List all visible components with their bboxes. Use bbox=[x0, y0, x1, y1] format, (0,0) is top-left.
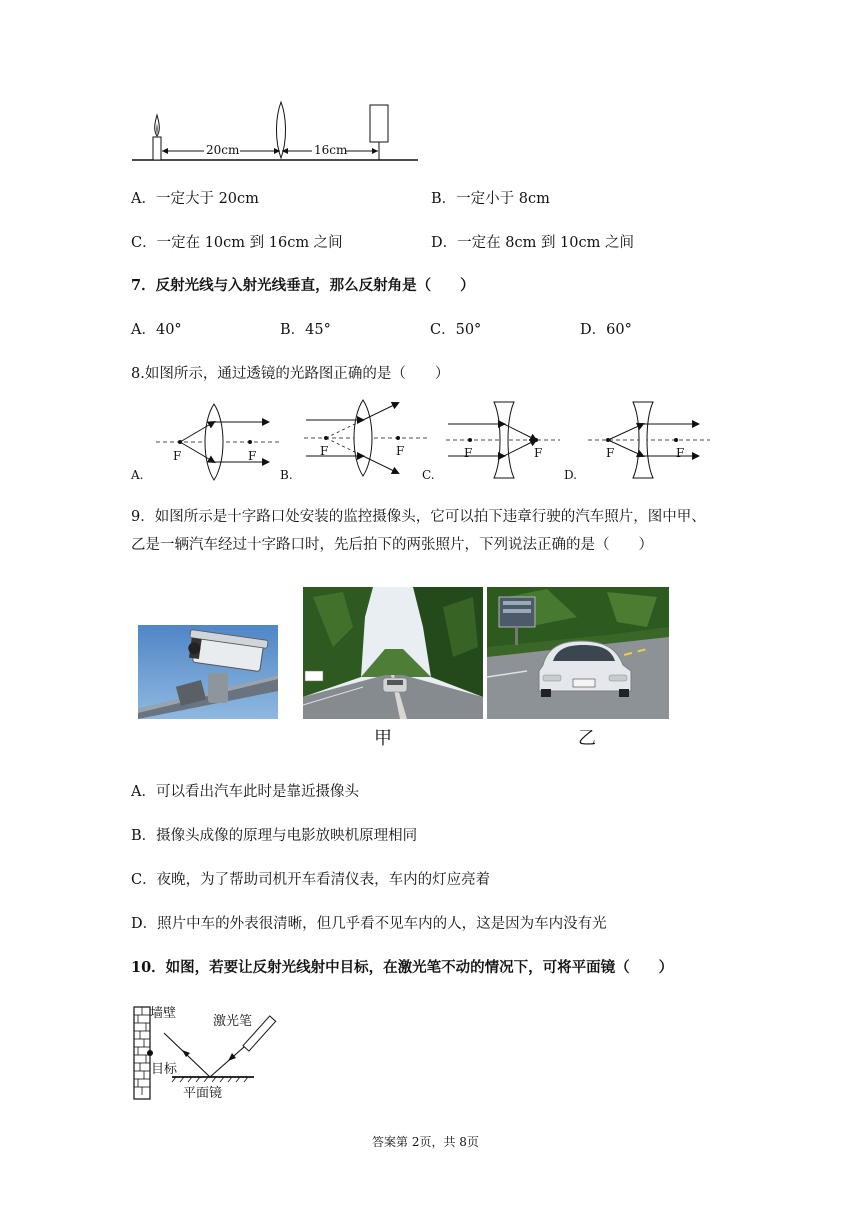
caption-yi: 乙 bbox=[578, 728, 596, 749]
q7-option-c: C．50° bbox=[430, 322, 482, 338]
caption-jia: 甲 bbox=[374, 728, 392, 749]
candle-lens-screen-figure bbox=[128, 100, 428, 170]
q9-stem-line1: 9．如图所示是十字路口处安装的监控摄像头，它可以拍下违章行驶的汽车照片，图中甲、 bbox=[131, 509, 706, 525]
focus-label: F bbox=[676, 446, 685, 460]
q9-option-b: B．摄像头成像的原理与电影放映机原理相同 bbox=[131, 828, 418, 844]
focus-label: F bbox=[464, 446, 473, 460]
focus-label: F bbox=[606, 446, 615, 460]
focus-label: F bbox=[396, 444, 405, 458]
q8-stem: 8.如图所示，通过透镜的光路图正确的是（ ） bbox=[131, 366, 450, 382]
target-label: 目标 bbox=[151, 1062, 178, 1077]
mirror-label: 平面镜 bbox=[183, 1086, 223, 1101]
wall-label: 墙壁 bbox=[150, 1006, 177, 1021]
q8-label-d: D. bbox=[564, 468, 578, 482]
laser-label: 激光笔 bbox=[213, 1014, 253, 1029]
focus-label: F bbox=[248, 449, 257, 463]
q6-option-b: B．一定小于 8cm bbox=[431, 191, 550, 207]
focus-label: F bbox=[173, 449, 182, 463]
q7-option-b: B．45° bbox=[280, 322, 331, 338]
focus-label: F bbox=[320, 444, 329, 458]
q9-option-c: C．夜晚，为了帮助司机开车看清仪表，车内的灯应亮着 bbox=[131, 872, 491, 888]
focus-label: F bbox=[534, 446, 543, 460]
q7-stem: 7．反射光线与入射光线垂直，那么反射角是（ ） bbox=[131, 277, 475, 294]
q9-option-a: A．可以看出汽车此时是靠近摄像头 bbox=[131, 784, 359, 800]
distance-label-1: 20cm bbox=[206, 143, 240, 157]
q9-stem-line2: 乙是一辆汽车经过十字路口时，先后拍下的两张照片，下列说法正确的是（ ） bbox=[131, 537, 653, 553]
q9-option-d: D．照片中车的外表很清晰，但几乎看不见车内的人，这是因为车内没有光 bbox=[131, 916, 607, 932]
q7-option-a: A．40° bbox=[131, 322, 182, 338]
photo-jia bbox=[303, 587, 483, 719]
surveillance-camera-photo bbox=[138, 625, 278, 719]
q8-label-c: C. bbox=[422, 468, 435, 482]
q6-option-d: D．一定在 8cm 到 10cm 之间 bbox=[431, 235, 634, 251]
q8-label-b: B. bbox=[280, 468, 293, 482]
q6-option-a: A．一定大于 20cm bbox=[131, 191, 259, 207]
q10-stem: 10．如图，若要让反射光线射中目标，在激光笔不动的情况下，可将平面镜（ ） bbox=[131, 959, 674, 976]
q7-option-d: D．60° bbox=[580, 322, 632, 338]
q6-option-c: C．一定在 10cm 到 16cm 之间 bbox=[131, 235, 343, 251]
q8-label-a: A. bbox=[131, 468, 144, 482]
distance-label-2: 16cm bbox=[314, 143, 348, 157]
photo-yi bbox=[487, 587, 669, 719]
page-footer: 答案第 2页，共 8页 bbox=[372, 1135, 479, 1149]
